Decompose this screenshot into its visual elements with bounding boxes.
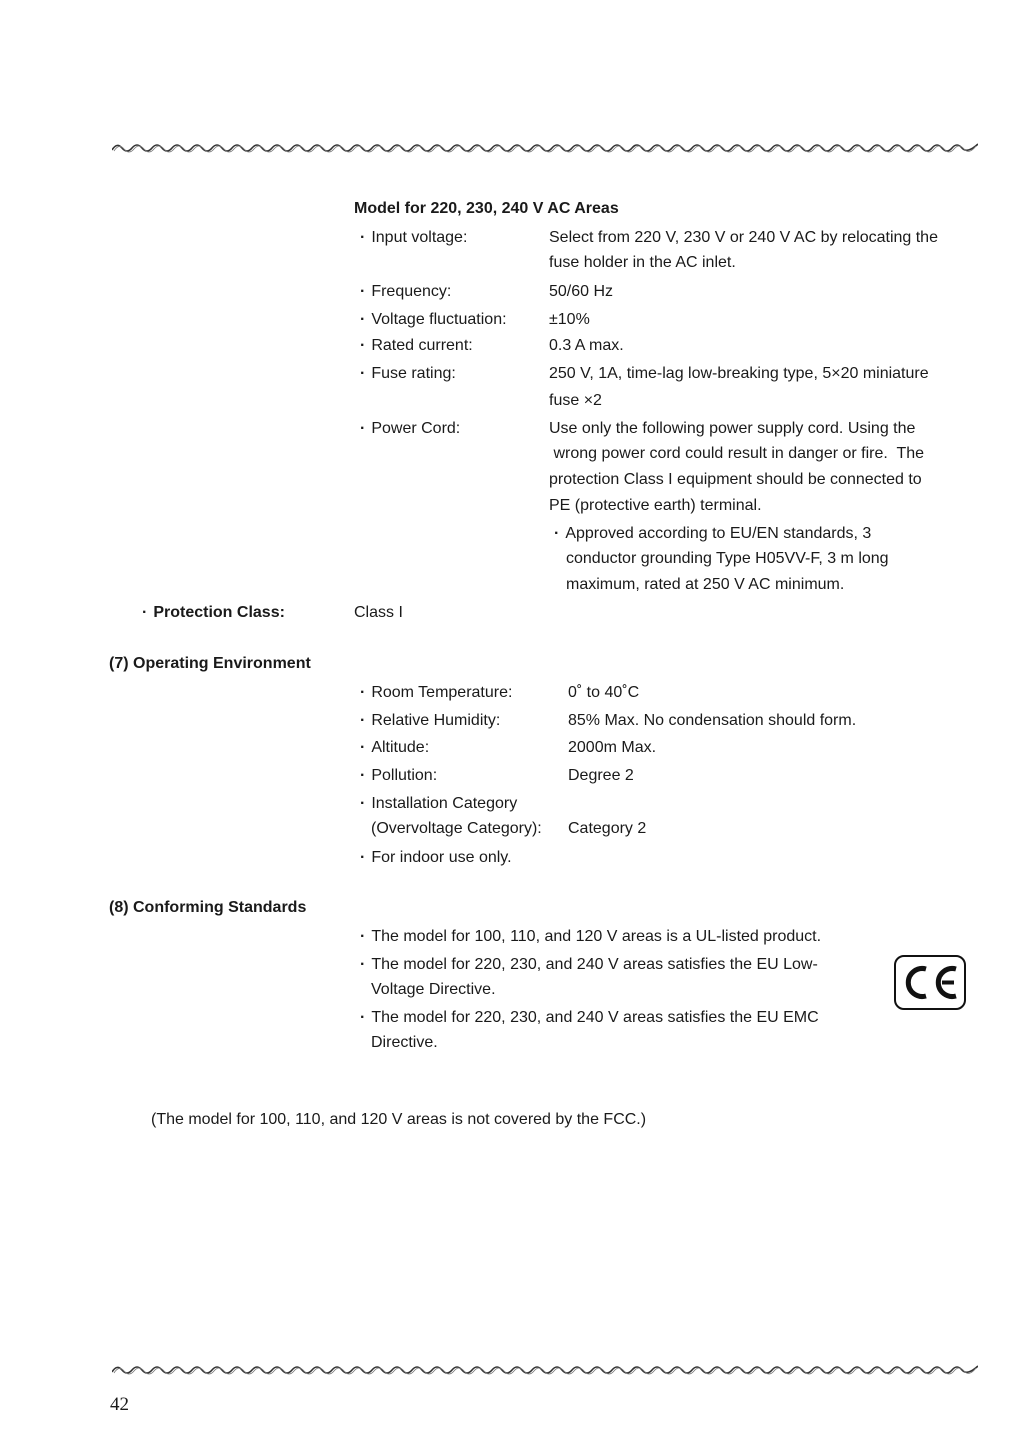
env-label-installation-category: · Installation Category xyxy=(360,795,517,813)
page-number: 42 xyxy=(110,1394,129,1415)
standard-ul-listed: · The model for 100, 110, and 120 V areas is a UL-listed product. xyxy=(360,928,821,946)
standard-eu-emc-line2: Directive. xyxy=(371,1034,438,1051)
section-heading: Model for 220, 230, 240 V AC Areas xyxy=(354,200,619,217)
spec-value-voltage-fluctuation: ±10% xyxy=(549,311,590,328)
spec-value-fuse-rating-line1: 250 V, 1A, time-lag low-breaking type, 5×20 miniature xyxy=(549,365,929,382)
power-cord-note-line2: conductor grounding Type H05VV-F, 3 m long xyxy=(566,550,889,567)
env-label-pollution: · Pollution: xyxy=(360,767,437,785)
spec-value-fuse-rating-line2: fuse ×2 xyxy=(549,392,602,409)
spec-value-rated-current: 0.3 A max. xyxy=(549,337,624,354)
env-value-installation-category: Category 2 xyxy=(568,820,647,837)
footer-wave-divider xyxy=(112,1360,978,1380)
spec-value-input-voltage-line1: Select from 220 V, 230 V or 240 V AC by relocating the xyxy=(549,229,938,246)
env-indoor-use: · For indoor use only. xyxy=(360,849,512,867)
ce-mark-icon xyxy=(896,957,964,1008)
env-label-overvoltage-category: (Overvoltage Category): xyxy=(371,820,542,837)
env-label-room-temperature: · Room Temperature: xyxy=(360,684,512,702)
standard-eu-emc-line1: · The model for 220, 230, and 240 V areas satisfies the EU EMC xyxy=(360,1009,819,1027)
spec-value-frequency: 50/60 Hz xyxy=(549,283,614,300)
spec-value-power-cord-line2: wrong power cord could result in danger or fire. The xyxy=(549,445,925,462)
spec-label-voltage-fluctuation: · Voltage fluctuation: xyxy=(360,311,507,329)
conforming-standards-heading: (8) Conforming Standards xyxy=(109,899,307,916)
env-value-relative-humidity: 85% Max. No condensation should form. xyxy=(568,712,857,729)
env-label-relative-humidity: · Relative Humidity: xyxy=(360,712,500,730)
env-value-altitude: 2000m Max. xyxy=(568,739,657,756)
spec-label-fuse-rating: · Fuse rating: xyxy=(360,365,456,383)
power-cord-note-line1: · Approved according to EU/EN standards, 3 xyxy=(554,525,871,543)
power-cord-note-line3: maximum, rated at 250 V AC minimum. xyxy=(566,576,845,593)
spec-label-input-voltage: · Input voltage: xyxy=(360,229,467,247)
protection-class-value: Class I xyxy=(354,604,403,621)
operating-environment-heading: (7) Operating Environment xyxy=(109,655,311,672)
env-value-room-temperature: 0˚ to 40˚C xyxy=(568,684,640,701)
spec-value-power-cord-line4: PE (protective earth) terminal. xyxy=(549,497,762,514)
ce-mark-logo xyxy=(894,955,966,1010)
spec-value-power-cord-line3: protection Class I equipment should be connected to xyxy=(549,471,922,488)
spec-label-power-cord: · Power Cord: xyxy=(360,420,460,438)
standard-eu-low-voltage-line2: Voltage Directive. xyxy=(371,981,496,998)
header-wave-divider xyxy=(112,138,978,158)
spec-value-power-cord-line1: Use only the following power supply cord. Using the xyxy=(549,420,916,437)
standard-eu-low-voltage-line1: · The model for 220, 230, and 240 V areas satisfies the EU Low- xyxy=(360,956,818,974)
fcc-note: (The model for 100, 110, and 120 V areas is not covered by the FCC.) xyxy=(151,1111,647,1128)
spec-label-rated-current: · Rated current: xyxy=(360,337,473,355)
env-value-pollution: Degree 2 xyxy=(568,767,634,784)
spec-label-frequency: · Frequency: xyxy=(360,283,451,301)
env-label-altitude: · Altitude: xyxy=(360,739,429,757)
protection-class-label: · Protection Class: xyxy=(142,604,285,622)
spec-value-input-voltage-line2: fuse holder in the AC inlet. xyxy=(549,254,736,271)
